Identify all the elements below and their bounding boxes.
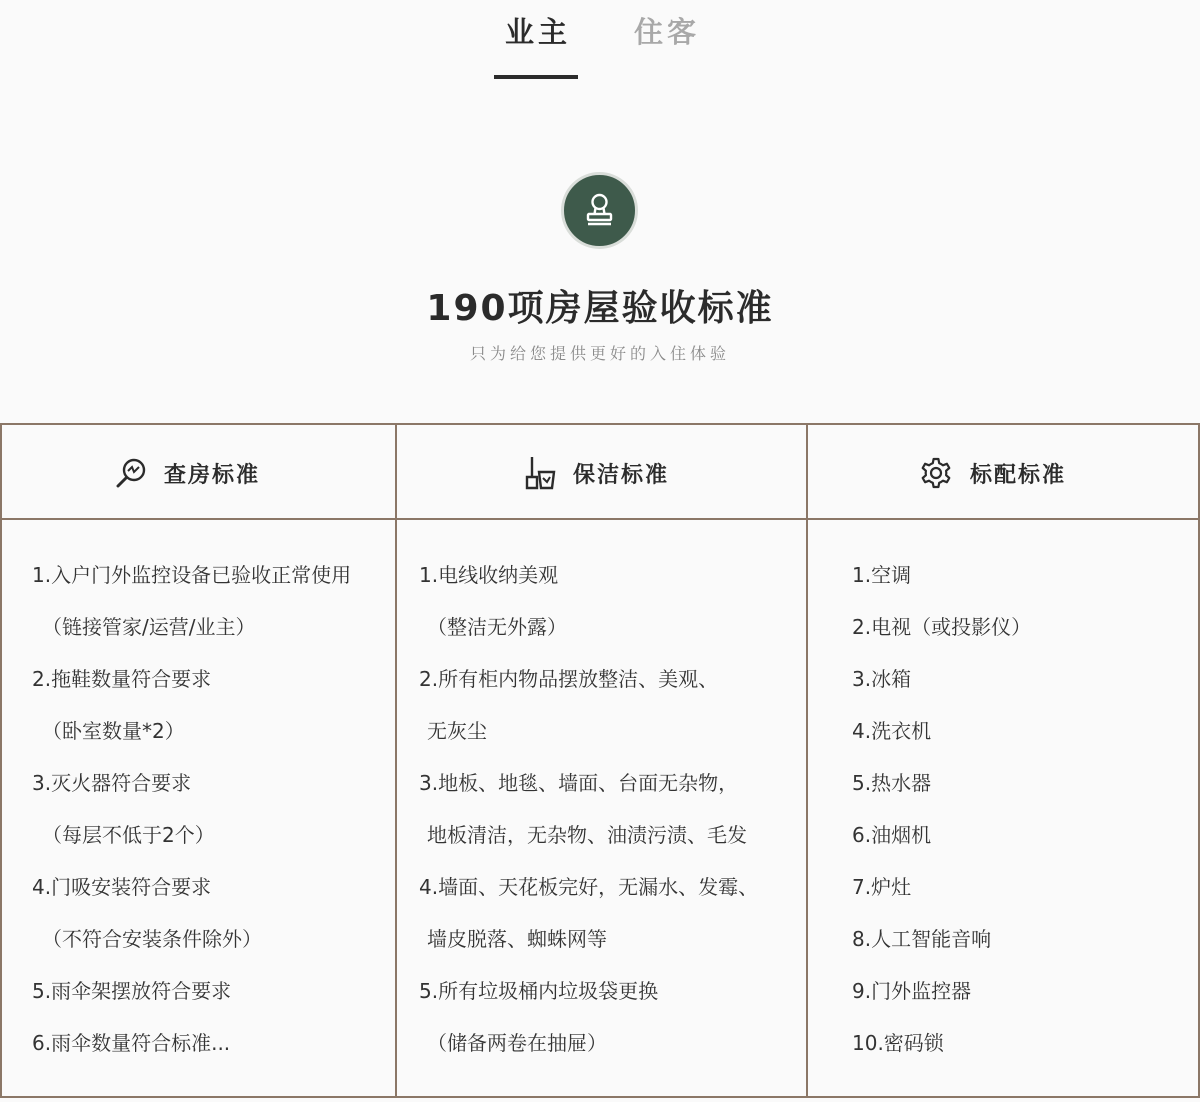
list-item: 9.门外监控器 — [852, 979, 972, 1003]
standards-table — [0, 423, 1200, 1098]
list-item: 3.冰箱 — [852, 667, 912, 691]
list-item: 4.洗衣机 — [852, 719, 932, 743]
list-item: 5.热水器 — [852, 771, 932, 795]
list-item: 1.入户门外监控设备已验收正常使用 — [32, 563, 352, 587]
list-item: 2.所有柜内物品摆放整洁、美观、 — [419, 667, 719, 691]
list-item: 1.电线收纳美观 — [419, 563, 559, 587]
list-item: 10.密码锁 — [852, 1031, 944, 1055]
column-title: 保洁标准 — [573, 462, 670, 488]
tab-guest[interactable]: 住客 — [634, 15, 701, 49]
list-item: 墙皮脱落、蜘蛛网等 — [427, 927, 607, 951]
column-title: 查房标准 — [164, 462, 261, 488]
column-cleaning — [395, 425, 806, 1096]
column-header — [2, 425, 395, 520]
list-item: （链接管家/运营/业主） — [42, 615, 256, 639]
list-item: 4.门吸安装符合要求 — [32, 875, 212, 899]
column-header — [808, 425, 1198, 520]
list-item: 1.空调 — [852, 563, 912, 587]
column-header — [397, 425, 806, 520]
list-item: 2.拖鞋数量符合要求 — [32, 667, 212, 691]
column-inspection — [2, 425, 395, 1096]
list-item: （卧室数量*2） — [42, 719, 185, 743]
list-item: 2.电视（或投影仪） — [852, 615, 1032, 639]
list-item: 无灰尘 — [427, 719, 487, 743]
standards-list — [808, 549, 1198, 1069]
list-item: 3.灭火器符合要求 — [32, 771, 192, 795]
column-equipment — [806, 425, 1198, 1096]
standards-list — [2, 549, 395, 1069]
list-item: 7.炉灶 — [852, 875, 912, 899]
list-item: 5.雨伞架摆放符合要求 — [32, 979, 232, 1003]
list-item: （不符合安装条件除外） — [42, 927, 262, 951]
stamp-icon — [561, 172, 638, 249]
standards-list — [397, 549, 806, 1069]
list-item: 4.墙面、天花板完好，无漏水、发霉、 — [419, 875, 759, 899]
list-item: 5.所有垃圾桶内垃圾袋更换 — [419, 979, 659, 1003]
magnifier-icon — [114, 456, 148, 490]
gear-icon — [918, 455, 954, 491]
list-item: （每层不低于2个） — [42, 823, 215, 847]
list-item: 8.人工智能音响 — [852, 927, 992, 951]
page-title: 190项房屋验收标准 — [426, 288, 774, 329]
active-tab-indicator — [494, 75, 578, 79]
role-tabs — [0, 0, 1200, 80]
list-item: 3.地板、地毯、墙面、台面无杂物， — [419, 771, 739, 795]
list-item: （整洁无外露） — [427, 615, 567, 639]
list-item: 6.雨伞数量符合标准... — [32, 1031, 231, 1055]
list-item: （储备两卷在抽屉） — [427, 1031, 607, 1055]
tab-owner[interactable]: 业主 — [505, 15, 572, 49]
page-subtitle: 只为给您提供更好的入住体验 — [469, 344, 730, 363]
column-title: 标配标准 — [970, 462, 1067, 488]
list-item: 6.油烟机 — [852, 823, 932, 847]
list-item: 地板清洁，无杂物、油渍污渍、毛发 — [427, 823, 747, 847]
cleaning-tools-icon — [525, 455, 557, 491]
